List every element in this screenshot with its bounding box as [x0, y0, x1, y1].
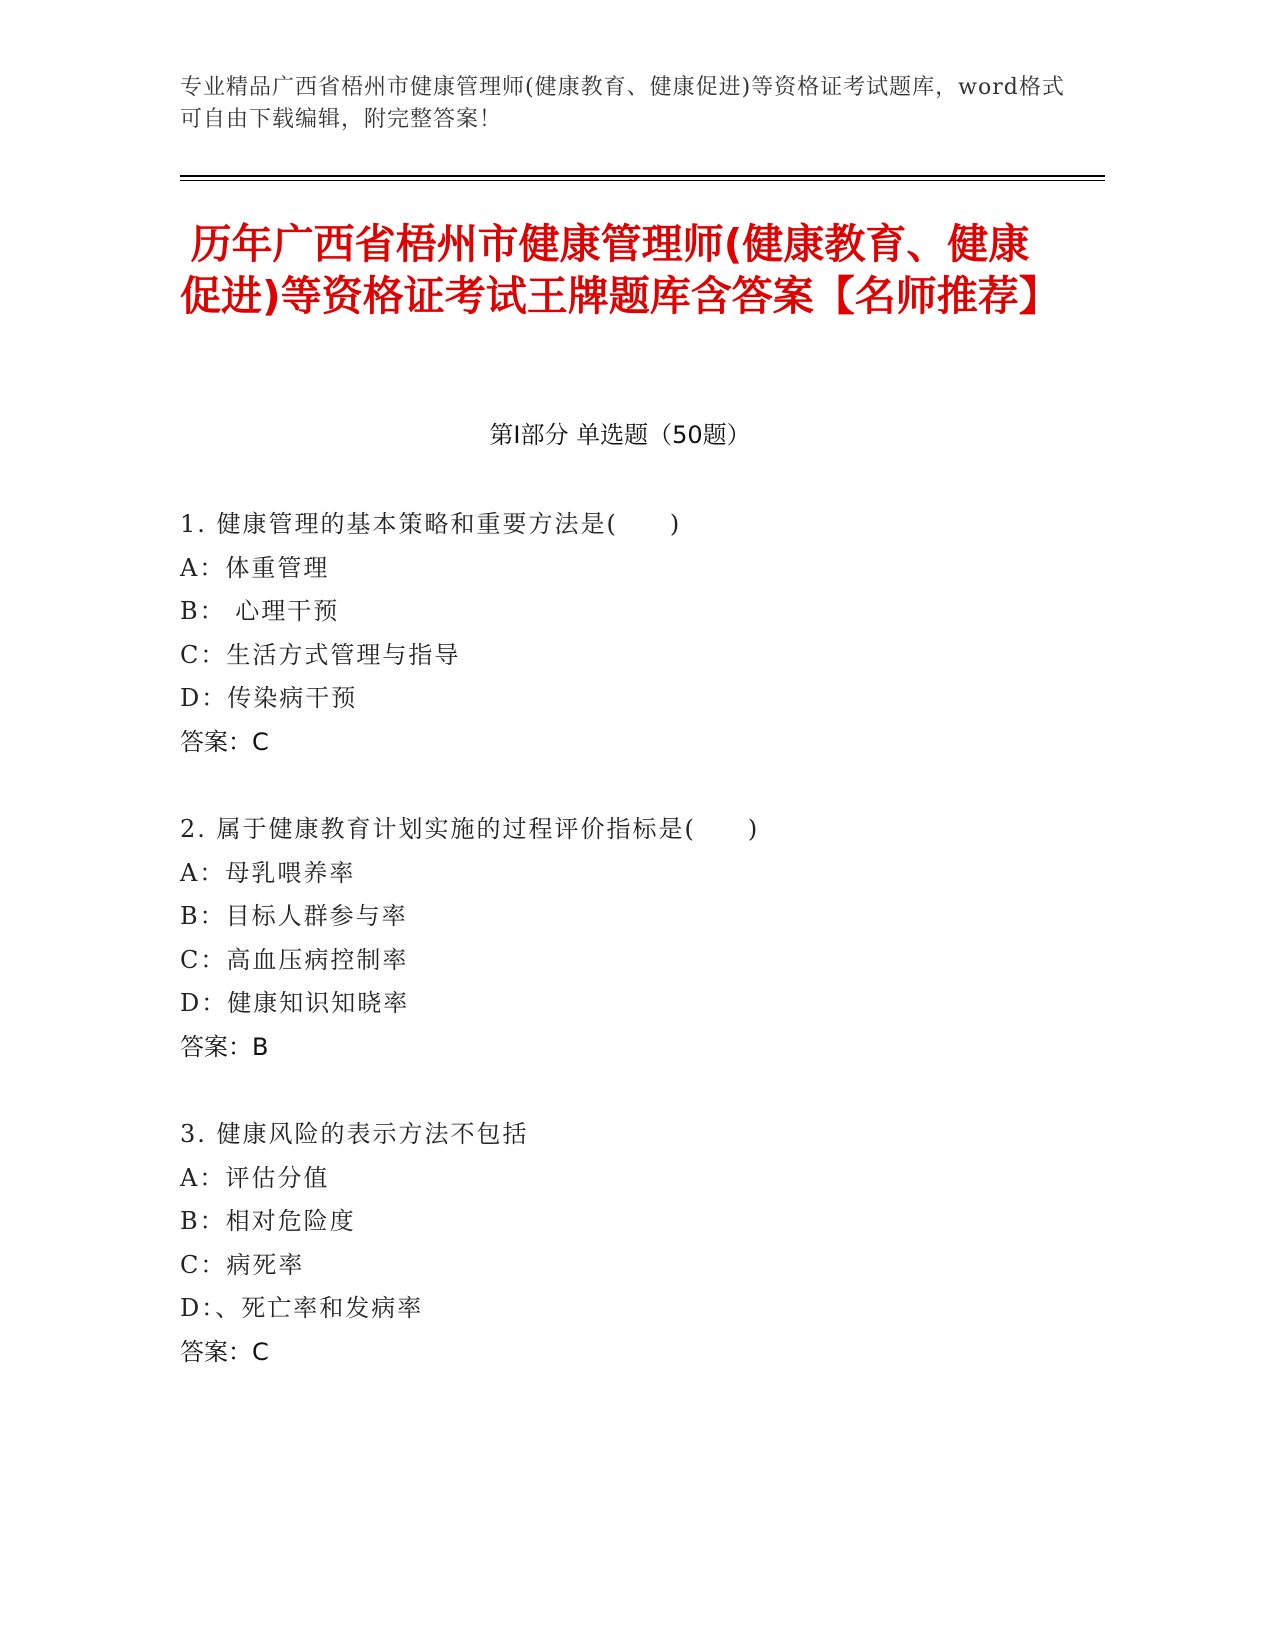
section-title: 第Ⅰ部分 单选题（50题） [489, 421, 751, 449]
question-2 [180, 808, 1080, 1069]
question-stem: 2. 属于健康教育计划实施的过程评价指标是( ) [180, 815, 760, 843]
option-b: B：目标人群参与率 [180, 902, 408, 930]
question-3 [180, 1113, 1080, 1374]
option-a: A：体重管理 [180, 553, 330, 582]
header-rule-thin [180, 180, 1105, 181]
header-note: 专业精品广西省梧州市健康管理师(健康教育、健康促进)等资格证考试题库，word格式可自由下载编辑，附完整答案！ [180, 75, 1065, 132]
document-title: 历年广西省梧州市健康管理师(健康教育、健康促进)等资格证考试王牌题库含答案【名师推荐】 [180, 220, 1060, 320]
option-a: A：评估分值 [180, 1163, 330, 1192]
option-b: B： 心理干预 [180, 597, 340, 625]
answer: 答案：C [180, 727, 269, 756]
option-b: B：相对危险度 [180, 1207, 356, 1235]
header-rule-thick [180, 175, 1105, 177]
question-stem: 1. 健康管理的基本策略和重要方法是( ) [180, 510, 682, 538]
option-a: A：母乳喂养率 [180, 858, 356, 887]
option-d: D：、死亡率和发病率 [180, 1294, 424, 1322]
option-d: D：健康知识知晓率 [180, 989, 410, 1017]
answer: 答案：C [180, 1337, 269, 1366]
option-c: C：生活方式管理与指导 [180, 640, 461, 669]
question-1 [180, 503, 1080, 764]
answer: 答案：B [180, 1032, 269, 1061]
question-stem: 3. 健康风险的表示方法不包括 [180, 1120, 529, 1148]
option-c: C：病死率 [180, 1250, 305, 1279]
option-d: D：传染病干预 [180, 684, 358, 712]
option-c: C：高血压病控制率 [180, 945, 409, 974]
